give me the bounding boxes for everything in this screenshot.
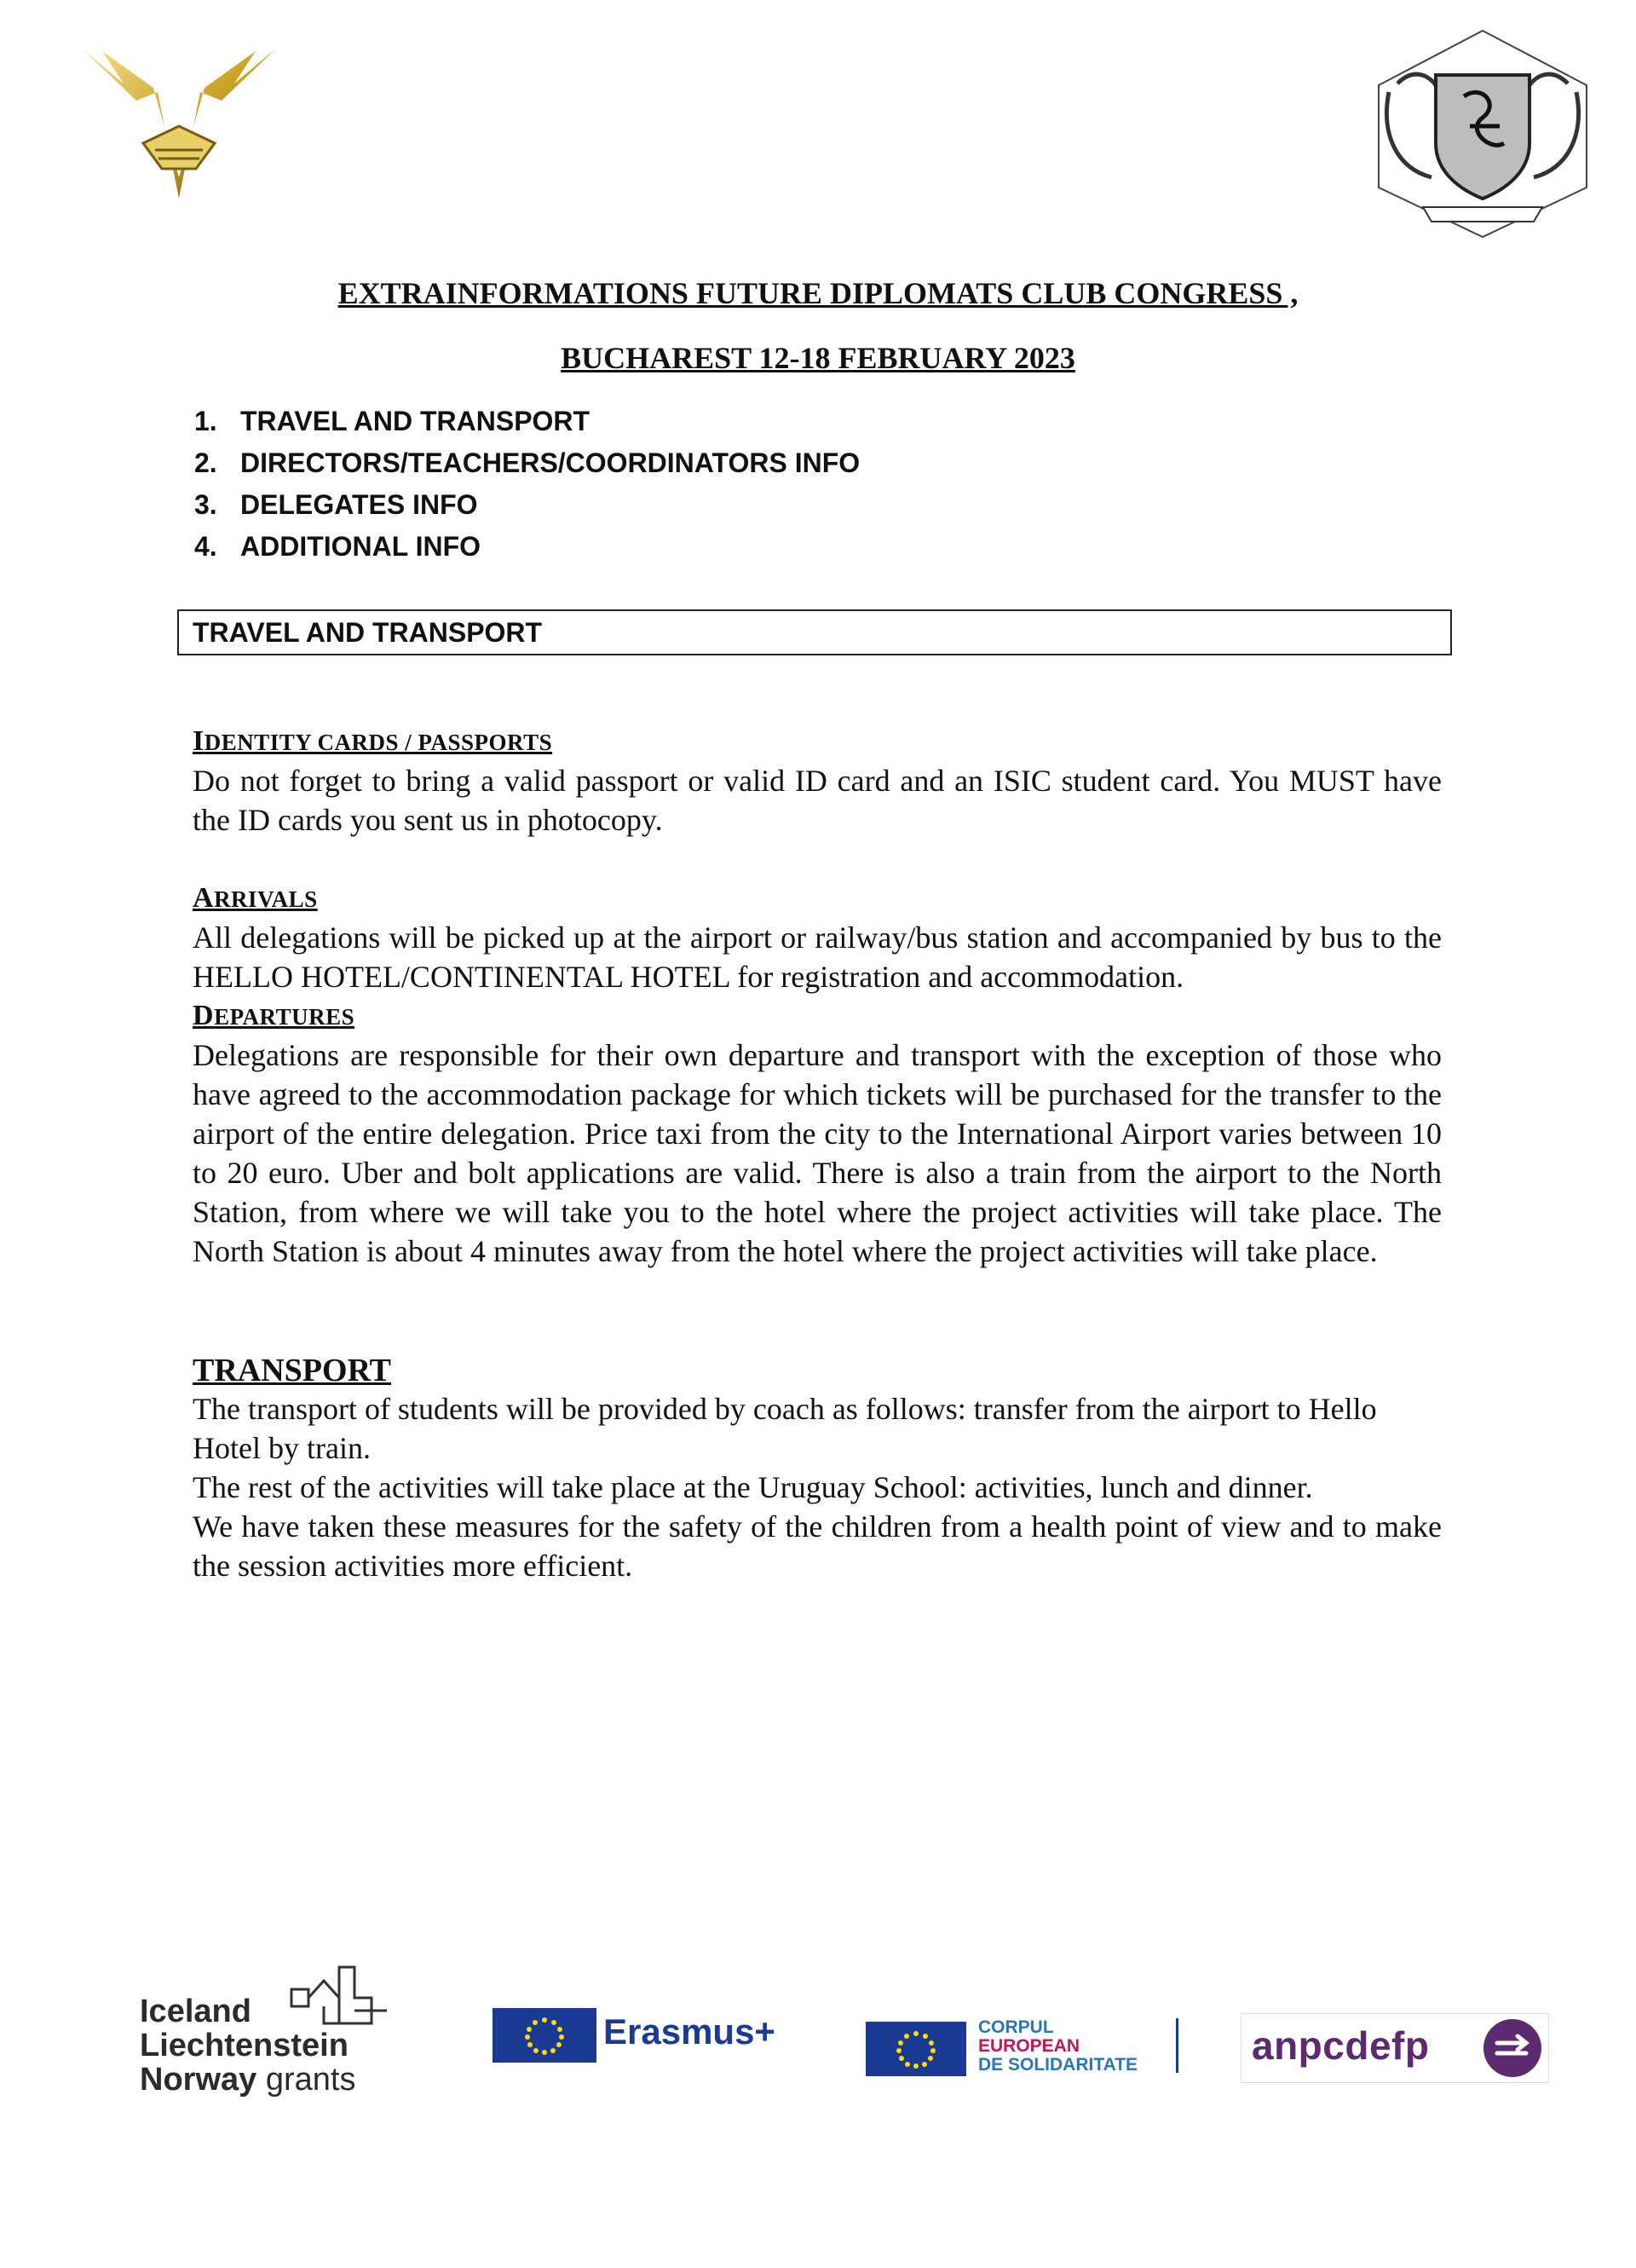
toc-number: 2. [194, 447, 217, 478]
esc-divider [1176, 2018, 1178, 2073]
list-item [194, 484, 860, 526]
list-item [194, 442, 860, 484]
eea-grants-mark-icon [290, 1964, 389, 2027]
identity-text: Do not forget to bring a valid passport or valid ID card and an ISIC student card. You MUST have the ID cards you sent us in photocopy. [193, 764, 1442, 837]
anpcdefp-logo [1241, 2013, 1549, 2083]
transport-heading: TRANSPORT [193, 1353, 392, 1388]
toc-number: 4. [194, 531, 217, 562]
transport-text-1: The transport of students will be provided by coach as follows: transfer from the airport to Hello Hotel by train. [193, 1392, 1377, 1465]
anpcdefp-text: anpcdefp [1252, 2023, 1430, 2068]
eea-line3: Norway grants [140, 2062, 356, 2098]
anpcdefp-arrow-icon [1483, 2019, 1541, 2077]
toc-label: DIRECTORS/TEACHERS/COORDINATORS INFO [240, 447, 861, 478]
eea-line1: Iceland [140, 1994, 251, 2029]
toc-label: TRAVEL AND TRANSPORT [240, 406, 590, 436]
toc-label: DELEGATES INFO [240, 489, 478, 520]
section-header-travel: TRAVEL AND TRANSPORT [177, 609, 1452, 655]
departures-text: Delegations are responsible for their own departure and transport with the exception of those who have agreed to the accommodation package for which tickets will be purchased for the transfer to the airport of the entire delegation. Price taxi from the city to the International Airport varies between 10 to 20 euro. Uber and bolt applications are valid. There is also a train from the airport to the North Station, from where we will take you to the hotel where the project activities will take place. The North Station is about 4 minutes away from the hotel where the project activities will take place. [193, 1038, 1442, 1268]
transport-text-2: The rest of the activities will take place at the Uruguay School: activities, lunch and dinner. [193, 1470, 1313, 1504]
departures-heading: DEPARTURES [193, 1000, 355, 1031]
document-title-line1: EXTRAINFORMATIONS FUTURE DIPLOMATS CLUB CONGRESS , [337, 276, 1299, 310]
list-item [194, 401, 860, 442]
list-item [194, 526, 860, 568]
arrivals-text: All delegations will be picked up at the airport or railway/bus station and accompanied by bus to the HELLO HOTEL/CONTINENTAL HOTEL for registration and accommodation. [193, 920, 1442, 994]
table-of-contents [194, 401, 860, 568]
footer-logos [0, 1960, 1636, 2114]
toc-number: 3. [194, 489, 217, 520]
transport-text-3: We have taken these measures for the safety of the children from a health point of view and to make the session activities more efficient. [193, 1509, 1442, 1583]
document-title-line2: BUCHAREST 12-18 FEBRUARY 2023 [561, 341, 1075, 375]
crest-logo [1363, 24, 1602, 242]
eea-line2: Liechtenstein [140, 2028, 349, 2063]
esc-logo-text: CORPUL EUROPEAN DE SOLIDARITATE [978, 2017, 1138, 2075]
toc-label: ADDITIONAL INFO [240, 531, 481, 562]
identity-heading: IDENTITY CARDS / PASSPORTS [193, 725, 553, 757]
erasmus-logo-text: Erasmus+ [603, 2011, 775, 2052]
winged-handshake-logo [77, 41, 281, 211]
arrivals-heading: ARRIVALS [193, 882, 318, 914]
toc-number: 1. [194, 406, 217, 436]
eu-flag-icon [866, 2022, 966, 2076]
eu-flag-icon [493, 2008, 596, 2063]
